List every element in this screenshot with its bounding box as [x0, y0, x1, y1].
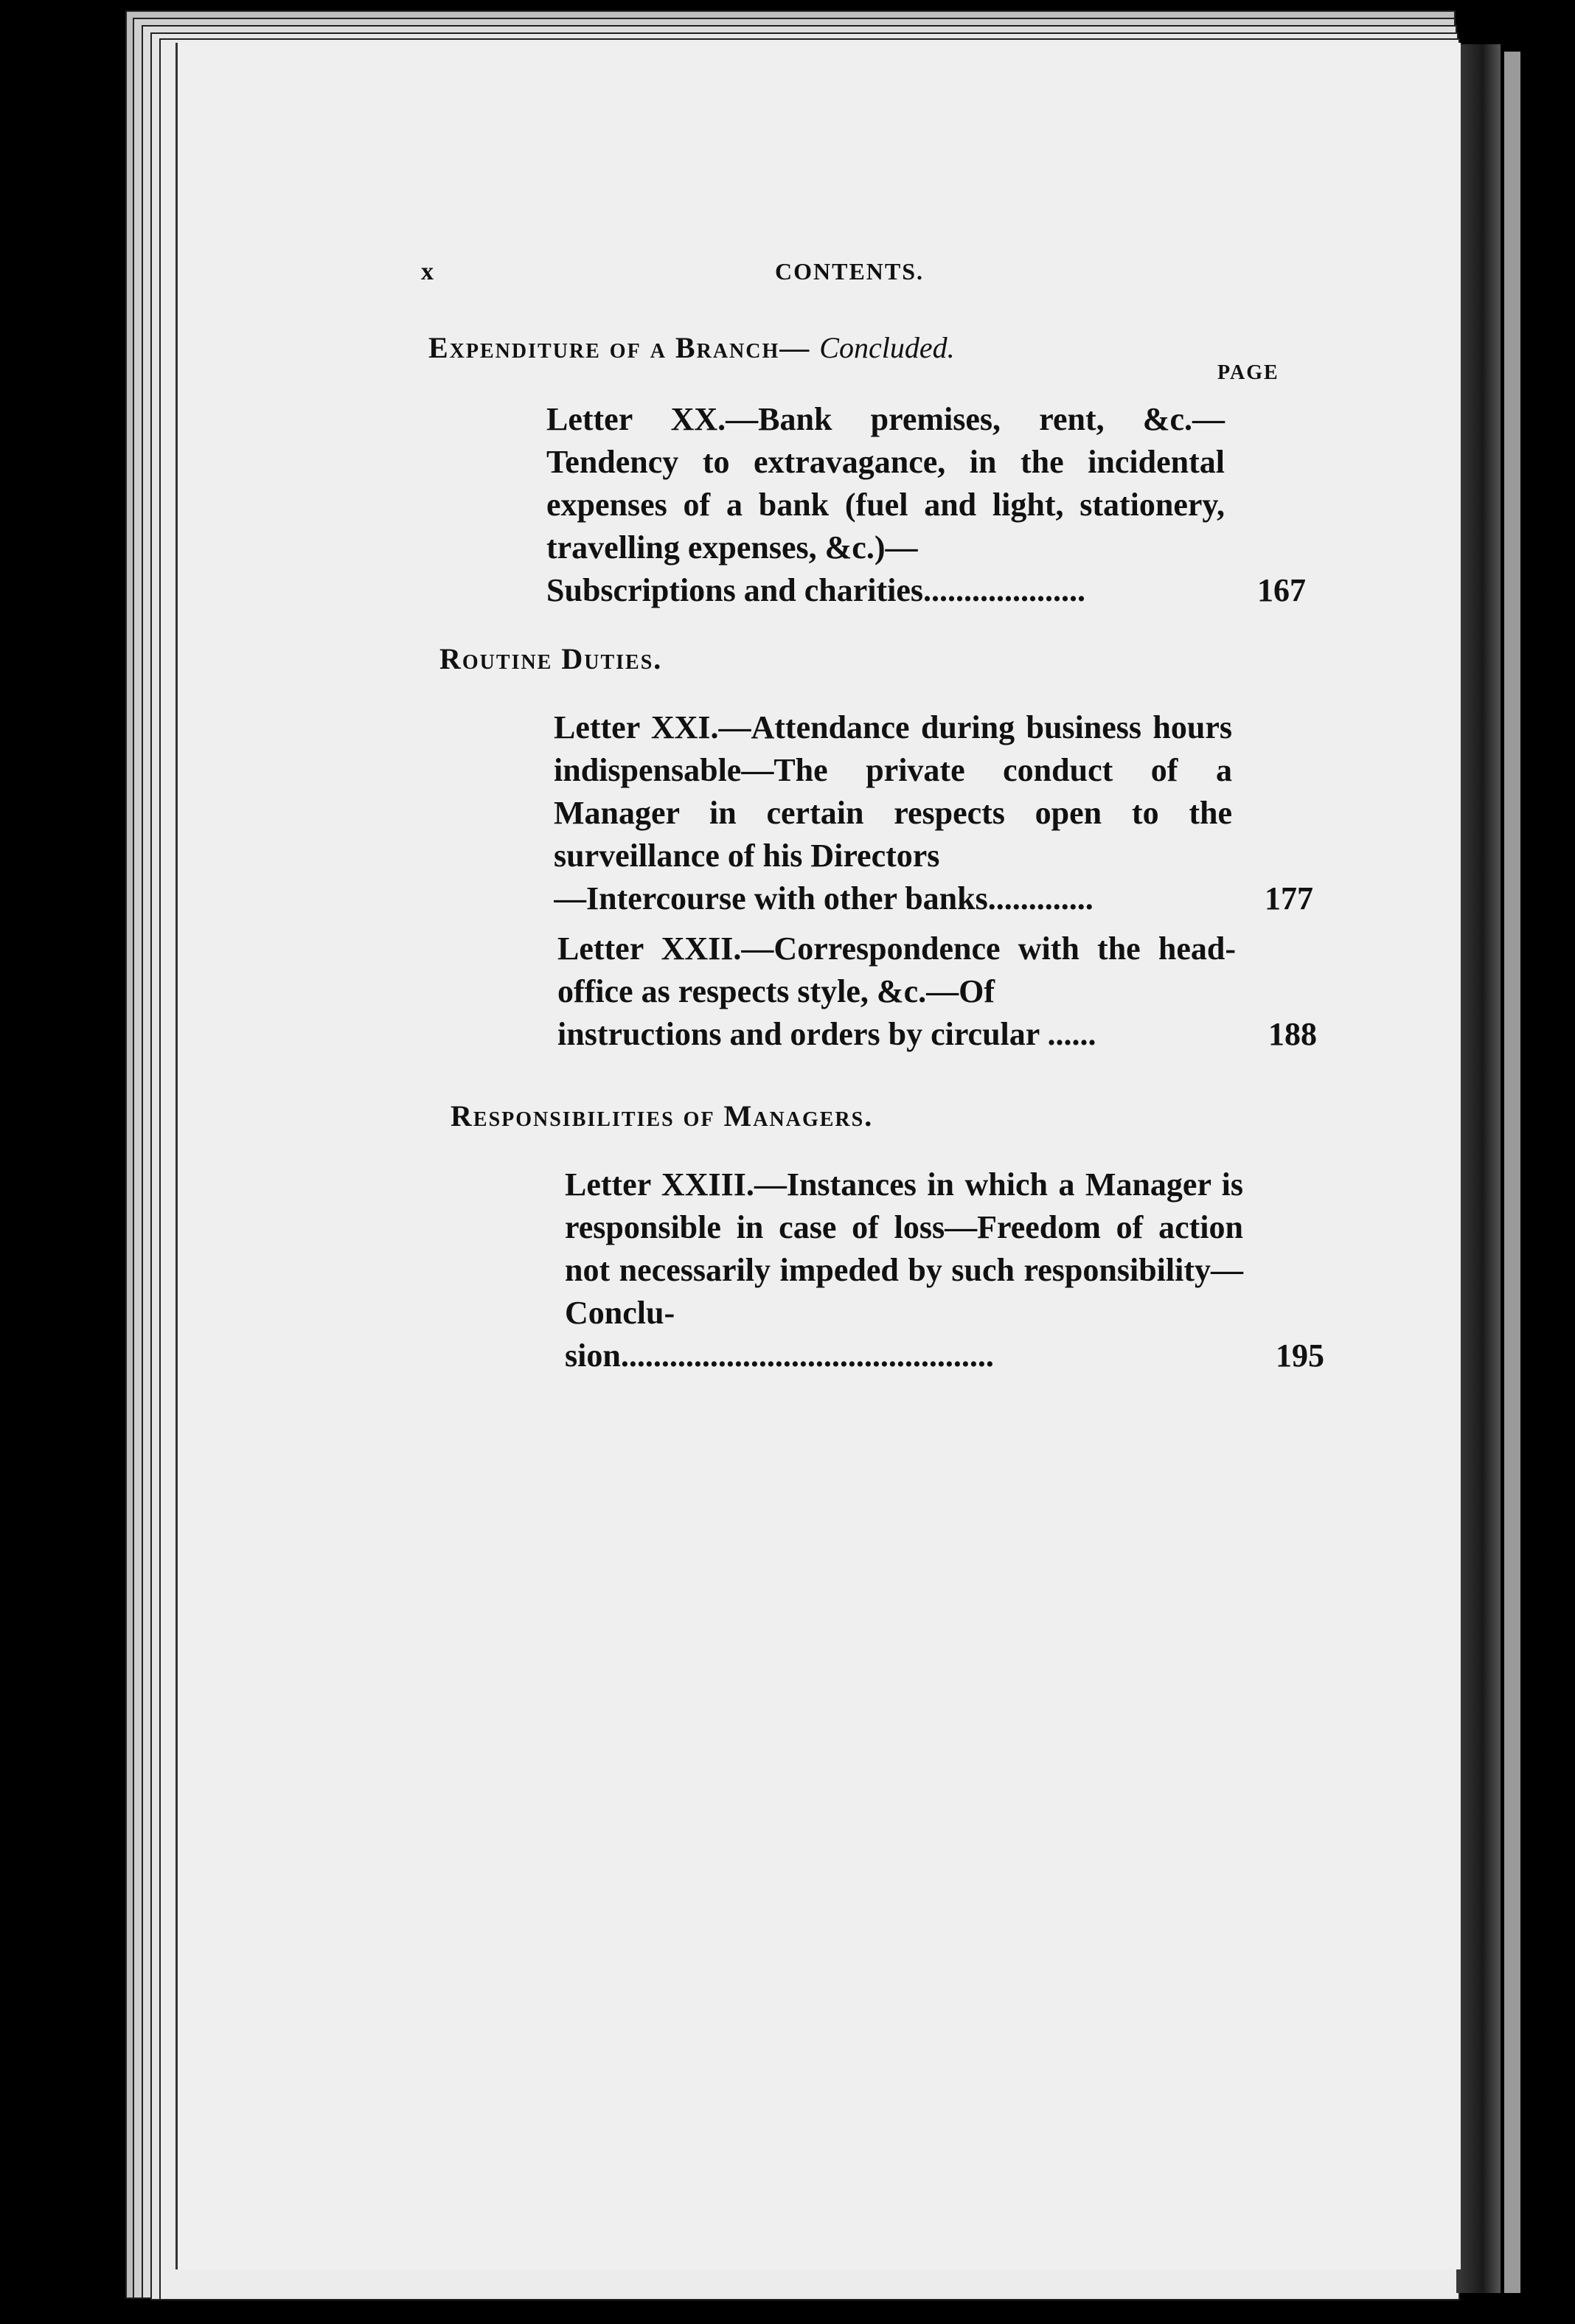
toc-entry-last-line: instructions and orders by circular ......	[557, 1016, 1096, 1052]
toc-entry-text: Letter XXIII.—Instances in which a Manager is responsible in case of loss—Freedom of action not necessarily impeded by such responsibility—Conclu-	[565, 1166, 1243, 1331]
toc-entry-text: Letter XXI.—Attendance during business hours indispensable—The private conduct of a Manager in certain respects open to the surveillance of his Directors	[554, 709, 1232, 874]
toc-entry-page: 177	[1265, 880, 1313, 916]
toc-entry	[557, 928, 1317, 1056]
toc-entry-page: 167	[1257, 572, 1306, 608]
toc-entry-text: Letter XX.—Bank premises, rent, &c.—Tendency to extravagance, in the incidental expenses of a bank (fuel and light, stationery, travelling expenses, &c.)—	[546, 401, 1225, 566]
section-heading	[428, 330, 955, 365]
section-heading	[451, 1099, 873, 1133]
running-head-title: CONTENTS.	[775, 258, 925, 285]
book-page	[175, 43, 1461, 2269]
toc-entry	[565, 1163, 1324, 1377]
toc-entry-last-line: sion..............................................	[565, 1337, 994, 1374]
facing-page-edge	[1504, 52, 1520, 2293]
section-heading-text: Routine Duties.	[439, 642, 663, 675]
section-heading-text: Responsibilities of Managers.	[451, 1099, 874, 1133]
folio-number: x	[421, 258, 434, 285]
section-heading	[439, 641, 662, 676]
page-column-label: PAGE	[1217, 361, 1279, 384]
toc-entry	[546, 398, 1306, 612]
toc-entry-last-line: —Intercourse with other banks.............	[554, 880, 1094, 916]
section-heading-text: Expenditure of a Branch—	[428, 331, 811, 364]
toc-entry-page: 195	[1276, 1337, 1324, 1374]
toc-entry-last-line: Subscriptions and charities....................	[546, 572, 1085, 608]
book-gutter-shadow	[1456, 44, 1501, 2293]
toc-entry	[554, 706, 1313, 920]
toc-entry-text: Letter XXII.—Correspondence with the head-office as respects style, &c.—Of	[557, 930, 1236, 1009]
section-heading-continued: Concluded.	[819, 331, 955, 364]
toc-entry-page: 188	[1268, 1016, 1317, 1052]
